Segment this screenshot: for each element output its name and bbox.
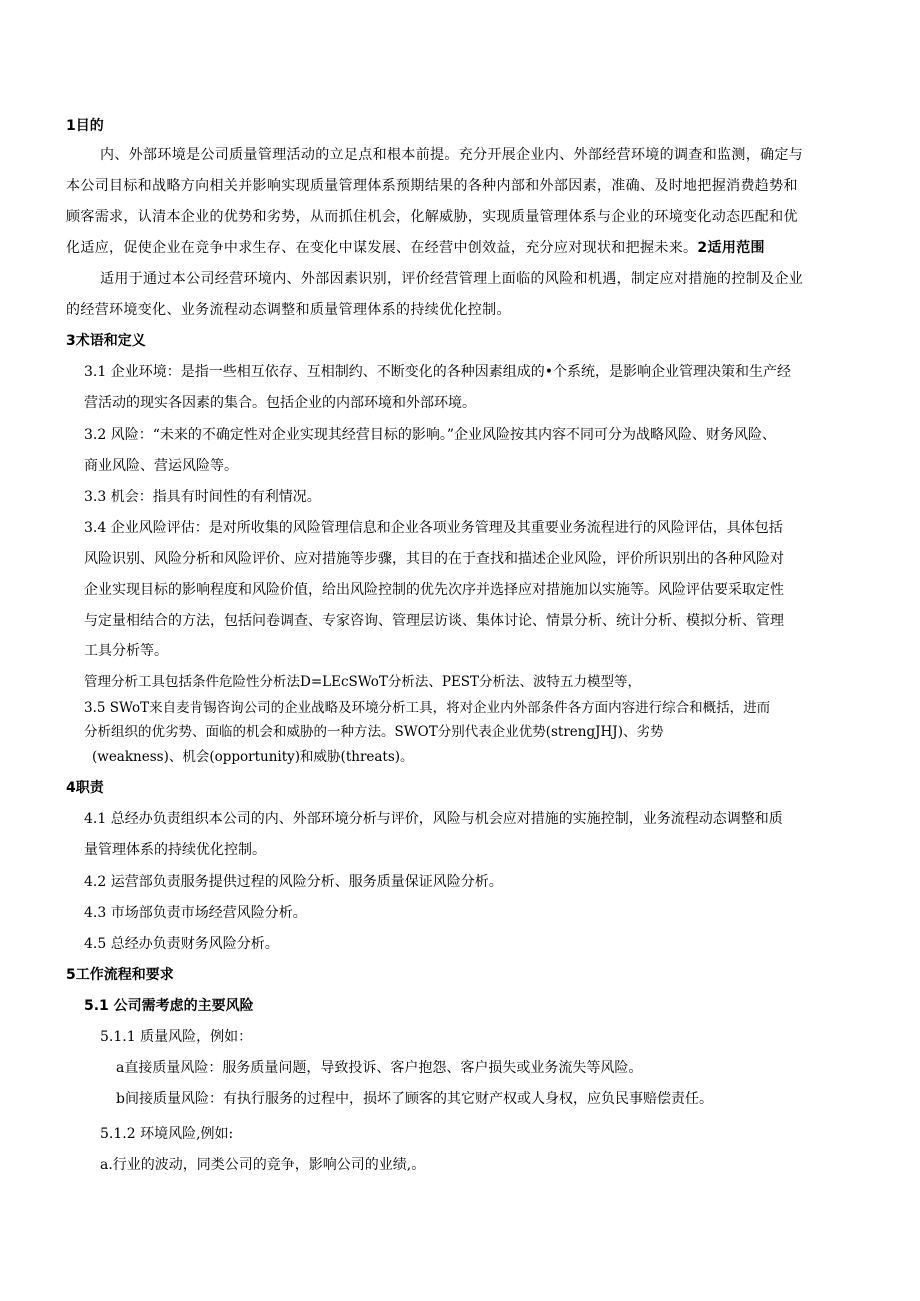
term-3-4-line-5: 工具分析等。 — [84, 643, 168, 659]
term-3-4-line-3: 企业实现目标的影响程度和风险价值，给出风险控制的优先次序并选择应对措施加以实施等。风险评估要采取定性 — [84, 582, 784, 598]
duty-4-5: 4.5 总经办负责财务风险分析。 — [84, 936, 279, 952]
term-3-4-line-4: 与定量相结合的方法，包括问卷调查、专家咨询、管理层访谈、集体讨论、情景分析、统计分析、模拟分析、管理 — [84, 613, 784, 629]
scope-line-2: 的经营环境变化、业务流程动态调整和质量管理体系的持续优化控制。 — [66, 302, 511, 318]
term-3-4-line-2: 风险识别、风险分析和风险评价、应对措施等步骤，其目的在于查找和描述企业风险，评价所识别出的各种风险对 — [84, 551, 784, 567]
term-3-5-line-3: (weakness)、机会(opportunity)和威胁(threats)。 — [92, 749, 414, 765]
term-3-2-line-1: 3.2 风险：“未来的不确定性对企业实现其经营目标的影响。”企业风险按其内容不同可分为战略风险、财务风险、 — [84, 427, 777, 443]
term-3-5-line-2: 分析组织的优劣势、面临的机会和威胁的一种方法。SWOT分别代表企业优势(strengJHJ)、劣势 — [84, 724, 664, 740]
item-5-1-1-b: b间接质量风险：有执行服务的过程中，损坏了顾客的其它财产权或人身权，应负民事赔偿责任。 — [116, 1091, 713, 1107]
subsection-5-1-heading: 5.1 公司需考虑的主要风险 — [84, 998, 254, 1014]
section-2-heading: 2适用范围 — [697, 240, 765, 256]
item-5-1-2-a: a.行业的波动，同类公司的竞争，影响公司的业绩,。 — [100, 1157, 426, 1173]
purpose-line-4 — [66, 238, 765, 258]
section-3-heading: 3术语和定义 — [66, 333, 146, 349]
purpose-line-2: 本公司目标和战略方向相关并影响实现质量管理体系预期结果的各种内部和外部因素，准确、及时地把握消费趋势和 — [66, 178, 798, 194]
item-5-1-1-a: a直接质量风险：服务质量问题，导致投诉、客户抱怨、客户损失或业务流失等风险。 — [116, 1060, 643, 1076]
duty-4-3: 4.3 市场部负责市场经营风险分析。 — [84, 905, 307, 921]
term-3-5-line-1: 3.5 SWoT来自麦肯锡咨询公司的企业战略及环境分析工具，将对企业内外部条件各方面内容进行综合和概括，进而 — [84, 700, 771, 716]
section-4-heading: 4职责 — [66, 780, 104, 796]
section-5-heading: 5工作流程和要求 — [66, 967, 174, 983]
duty-4-1-line-1: 4.1 总经办负责组织本公司的内、外部环境分析与评价，风险与机会应对措施的实施控制，业务流程动态调整和质 — [84, 811, 783, 827]
term-3-1-line-1: 3.1 企业环境：是指一些相互依存、互相制约、不断变化的各种因素组成的•个系统，是影响企业管理决策和生产经 — [84, 364, 791, 380]
analysis-tools-line: 管理分析工具包括条件危险性分析法D=LEcSWoT分析法、PEST分析法、波特五力模型等， — [84, 674, 642, 690]
purpose-line-4-text: 化适应，促使企业在竞争中求生存、在变化中谋发展、在经营中创效益，充分应对现状和把握未来。 — [66, 240, 698, 256]
section-1-heading: 1目的 — [66, 118, 104, 134]
term-3-2-line-2: 商业风险、营运风险等。 — [84, 458, 238, 474]
duty-4-2: 4.2 运营部负责服务提供过程的风险分析、服务质量保证风险分析。 — [84, 874, 503, 890]
purpose-line-3: 顾客需求，认清本企业的优势和劣势，从而抓住机会，化解威胁，实现质量管理体系与企业的环境变化动态匹配和优 — [66, 209, 798, 225]
duty-4-1-line-2: 量管理体系的持续优化控制。 — [84, 842, 266, 858]
term-3-3: 3.3 机会：指具有时间性的有利情况。 — [84, 489, 321, 505]
term-3-1-line-2: 营活动的现实各因素的集合。包括企业的内部环境和外部环境。 — [84, 395, 476, 411]
purpose-line-1: 内、外部环境是公司质量管理活动的立足点和根本前提。充分开展企业内、外部经营环境的调查和监测，确定与 — [100, 147, 804, 163]
term-3-4-line-1: 3.4 企业风险评估：是对所收集的风险管理信息和企业各项业务管理及其重要业务流程进行的风险评估，具体包括 — [84, 520, 783, 536]
item-5-1-2: 5.1.2 环境风险,例如: — [100, 1126, 234, 1142]
item-5-1-1: 5.1.1 质量风险，例如： — [100, 1029, 253, 1045]
scope-line-1: 适用于通过本公司经营环境内、外部因素识别，评价经营管理上面临的风险和机遇，制定应对措施的控制及企业 — [100, 271, 804, 287]
